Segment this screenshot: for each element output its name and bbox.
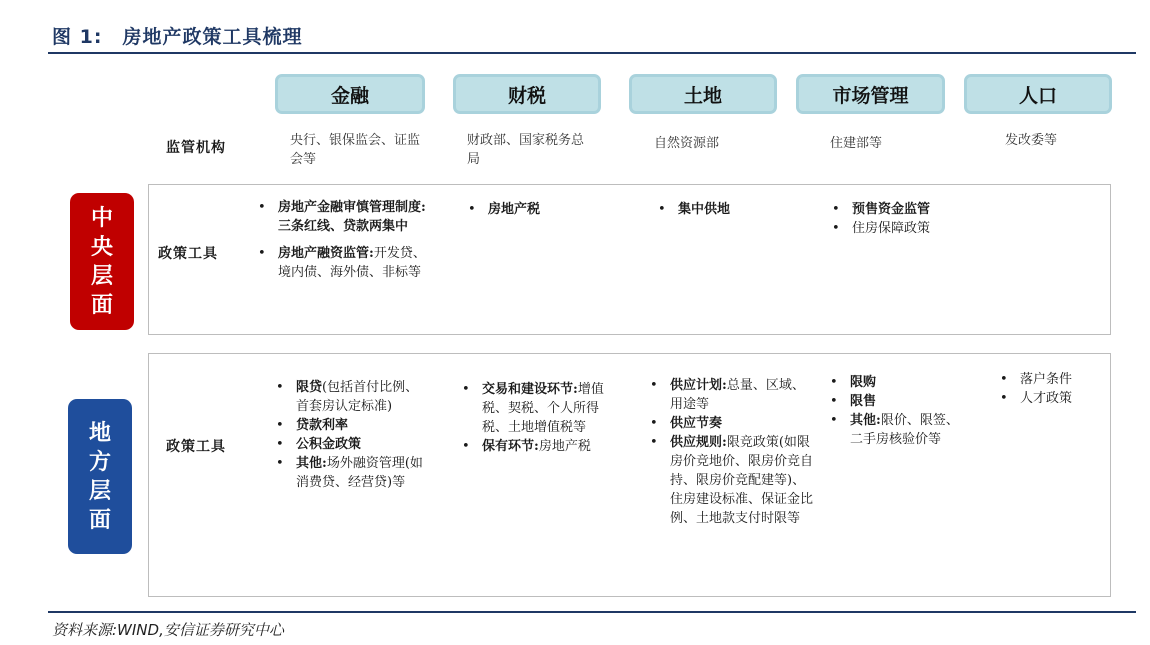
central-policy-label: 政策工具 [158,246,218,262]
list-item: • 限购 [830,375,877,390]
list-item: • 贷款利率 [276,418,349,433]
central-market-list [824,200,984,238]
central-land-list [650,200,800,219]
list-item: • 房地产融资监管:开发贷、境内债、海外债、非标等 [258,246,426,280]
local-tax-list [454,380,624,456]
figure-title-text: 房地产政策工具梳理 [122,26,303,48]
figure-title [52,22,302,49]
local-land-list [642,376,814,528]
list-item: • 保有环节:房地产税 [462,439,591,454]
list-item: • 人才政策 [1000,391,1073,406]
list-item: • 公积金政策 [276,437,362,452]
central-level-char: 面 [90,292,113,318]
list-item: • 落户条件 [1000,372,1073,387]
list-item: • 住房保障政策 [832,221,931,236]
local-finance-list [268,378,428,492]
category-tax: 财税 [453,74,601,114]
local-level-char: 地 [88,420,111,446]
category-population: 人口 [964,74,1112,114]
central-level-char: 中 [90,205,113,231]
central-level-char: 层 [90,263,113,289]
local-market-list [822,373,962,449]
list-item: • 限售 [830,394,877,409]
local-level-badge [68,399,132,554]
agency-market: 住建部等 [830,136,883,151]
list-item: • 集中供地 [658,202,731,217]
agency-tax: 财政部、国家税务总局 [467,133,585,167]
list-item: • 房地产税 [468,202,541,217]
local-population-list [992,370,1107,408]
central-tax-list [460,200,610,219]
local-level-char: 方 [88,449,111,475]
central-level-char: 央 [90,234,113,260]
local-policy-label: 政策工具 [166,439,226,455]
source-note: 资料来源:WIND,安信证券研究中心 [52,621,284,639]
local-level-char: 面 [88,507,111,533]
list-item: • 交易和建设环节:增值税、契税、个人所得税、土地增值税等 [462,382,604,435]
bottom-rule [48,611,1136,613]
top-rule [48,52,1136,54]
list-item: • 限贷(包括首付比例、首套房认定标准) [276,380,419,414]
list-item: • 预售资金监管 [832,202,931,217]
central-finance-list [250,198,430,282]
regulators-label: 监管机构 [166,140,226,156]
agency-land: 自然资源部 [654,136,720,151]
agency-population: 发改委等 [1005,133,1058,148]
list-item: • 其他:限价、限签、二手房核验价等 [830,413,959,447]
category-finance: 金融 [275,74,425,114]
list-item: • 房地产金融审慎管理制度:三条红线、贷款两集中 [258,200,426,234]
local-level-char: 层 [88,478,111,504]
figure-title-prefix: 图 1: [52,26,103,48]
list-item: • 供应计划:总量、区域、用途等 [650,378,805,412]
list-item: • 其他:场外融资管理(如消费贷、经营贷)等 [276,456,423,490]
central-level-badge [70,193,134,330]
list-item: • 供应规则:限竞政策(如限房价竞地价、限房价竞自持、限房价竞配建等)、住房建设标准、保证金比例、土地款支付时限等 [650,435,814,526]
list-item: • 供应节奏 [650,416,723,431]
category-market-management: 市场管理 [796,74,945,114]
agency-finance: 央行、银保监会、证监会等 [290,133,421,167]
category-land: 土地 [629,74,777,114]
